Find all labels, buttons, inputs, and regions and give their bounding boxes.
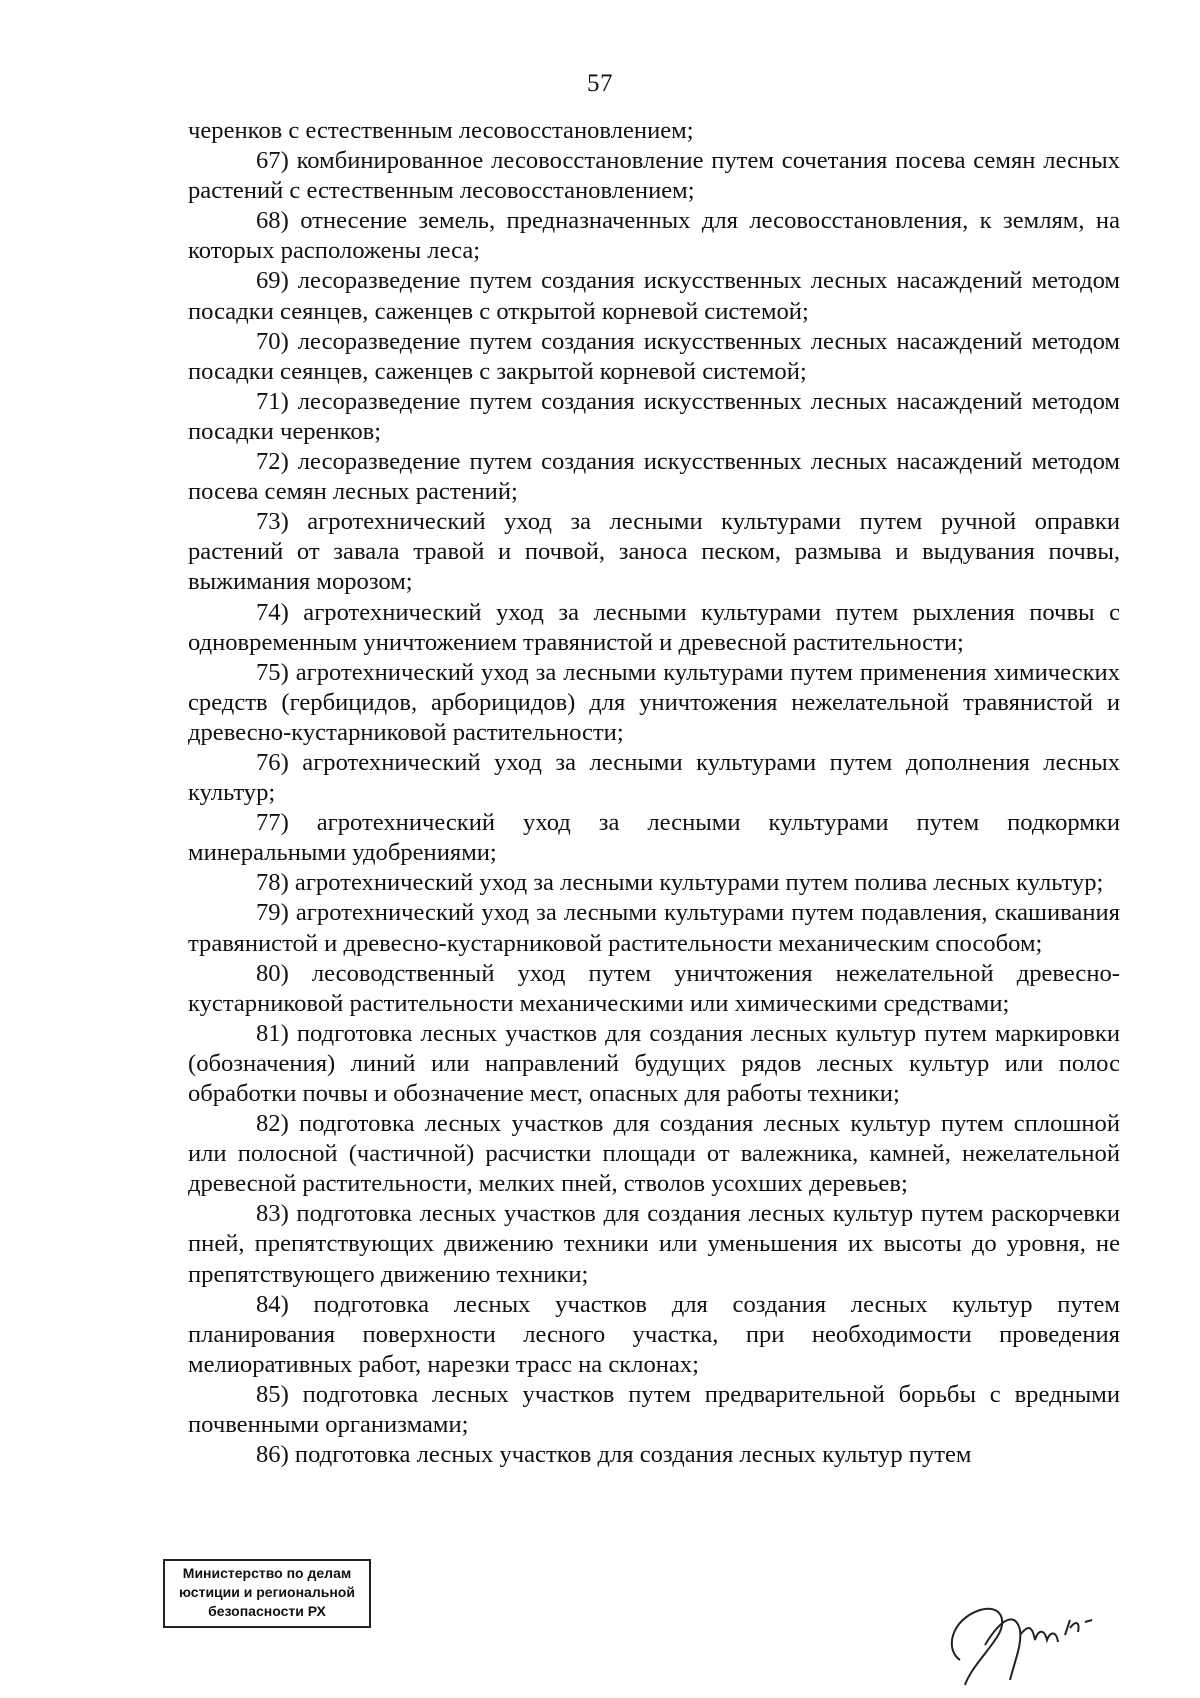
paragraph: 76) агротехнический уход за лесными культурами путем дополнения лесных культур; bbox=[188, 748, 1120, 807]
paragraph: 81) подготовка лесных участков для создания лесных культур путем маркировки (обозначения) линий или направлений будущих рядов лесных культур или полос обработки почвы и обозначение мест, опасных для работы техники; bbox=[188, 1019, 1120, 1107]
paragraph: 71) лесоразведение путем создания искусственных лесных насаждений методом посадки черенков; bbox=[188, 387, 1120, 445]
paragraph: 86) подготовка лесных участков для создания лесных культур путем bbox=[256, 1441, 972, 1469]
paragraph: 79) агротехнический уход за лесными культурами путем подавления, скашивания травянистой и древесно-кустарниковой растительности механическим способом; bbox=[188, 899, 1120, 957]
paragraph: 70) лесоразведение путем создания искусственных лесных насаждений методом посадки сеянцев, саженцев с закрытой корневой системой; bbox=[188, 327, 1120, 385]
document-body bbox=[188, 116, 1120, 1470]
paragraph: 75) агротехнический уход за лесными культурами путем применения химических средств (гербицидов, арборицидов) для уничтожения нежелательной травянистой и древесно-кустарниковой растительности; bbox=[188, 658, 1120, 746]
paragraph: 78) агротехнический уход за лесными культурами путем полива лесных культур; bbox=[256, 869, 1104, 897]
paragraph: 73) агротехнический уход за лесными культурами путем ручной оправки растений от завала травой и почвой, заноса песком, размыва и выдувания почвы, выжимания морозом; bbox=[188, 508, 1120, 596]
stamp-line: Министерство по делам bbox=[182, 1565, 352, 1581]
paragraph: 68) отнесение земель, предназначенных для лесовосстановления, к землям, на которых расположены леса; bbox=[188, 207, 1120, 265]
paragraph: 84) подготовка лесных участков для создания лесных культур путем планирования поверхности лесного участка, при необходимости проведения мелиоративных работ, нарезки трасс на склонах; bbox=[188, 1290, 1120, 1378]
paragraph: 74) агротехнический уход за лесными культурами путем рыхления почвы с одновременным уничтожением травянистой и древесной растительности; bbox=[188, 598, 1120, 656]
page-number: 57 bbox=[587, 70, 613, 97]
paragraph: 80) лесоводственный уход путем уничтожения нежелательной древесно-кустарниковой растительности механическими или химическими средствами; bbox=[188, 959, 1120, 1017]
stamp-line: безопасности РХ bbox=[208, 1603, 326, 1619]
ministry-stamp bbox=[163, 1559, 371, 1628]
paragraph: 72) лесоразведение путем создания искусственных лесных насаждений методом посева семян лесных растений; bbox=[188, 448, 1120, 506]
paragraph: 69) лесоразведение путем создания искусственных лесных насаждений методом посадки сеянцев, саженцев с открытой корневой системой; bbox=[188, 267, 1120, 325]
paragraph: 82) подготовка лесных участков для создания лесных культур путем сплошной или полосной (частичной) расчистки площади от валежника, камней, нежелательной древесной растительности, мелких пней, стволов усохших деревьев; bbox=[188, 1110, 1120, 1198]
paragraph: 67) комбинированное лесовосстановление путем сочетания посева семян лесных растений с естественным лесовосстановлением; bbox=[188, 147, 1120, 205]
paragraph: 83) подготовка лесных участков для создания лесных культур путем раскорчевки пней, препятствующих движению техники или уменьшения их высоты до уровня, не препятствующего движению техники; bbox=[188, 1200, 1120, 1288]
paragraph: 77) агротехнический уход за лесными культурами путем подкормки минеральными удобрениями; bbox=[188, 809, 1120, 867]
paragraph: черенков с естественным лесовосстановлением; bbox=[188, 117, 694, 144]
paragraph: 85) подготовка лесных участков путем предварительной борьбы с вредными почвенными организмами; bbox=[188, 1380, 1120, 1439]
stamp-line: юстиции и региональной bbox=[179, 1584, 355, 1600]
signature-icon bbox=[940, 1590, 1100, 1690]
